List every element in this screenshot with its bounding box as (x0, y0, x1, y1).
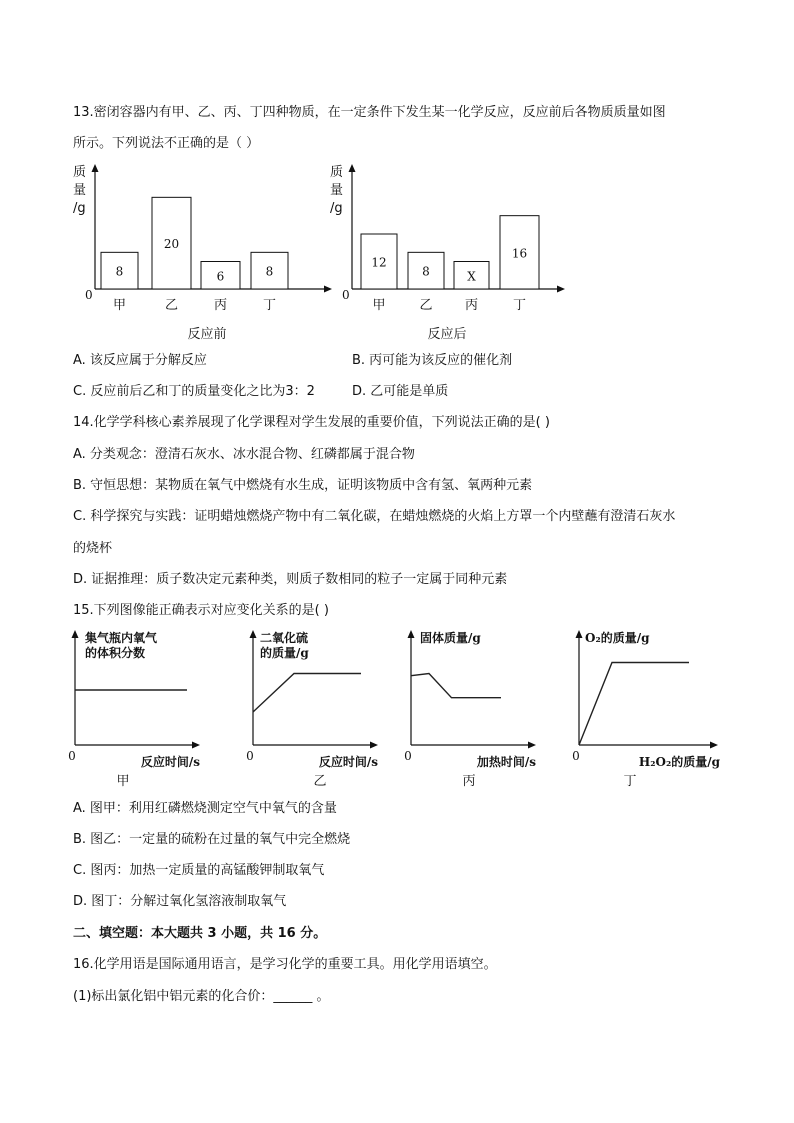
y-axis-label: /g (73, 201, 86, 216)
y-axis-label: 量 (330, 183, 344, 198)
category-tick-label: 乙 (164, 298, 179, 313)
origin-label: 0 (342, 288, 350, 302)
x-axis-label: 反应时间/s (140, 755, 200, 769)
bar-value-label: 20 (163, 237, 180, 252)
q14-stem: 14.化学学科核心素养展现了化学课程对学生发展的重要价值，下列说法正确的是( ) (73, 415, 550, 430)
q13-option-b: B. 丙可能为该反应的催化剂 (352, 353, 513, 368)
category-tick-label: 丁 (512, 298, 527, 313)
category-tick-label: 乙 (419, 298, 433, 313)
x-axis-label: 反应时间/s (318, 755, 378, 769)
chart-caption: 乙 (313, 774, 327, 789)
x-axis-arrow-icon (192, 742, 200, 749)
section-heading: 二、填空题：本大题共 3 小题，共 16 分。 (73, 926, 327, 941)
y-axis-label: 质 (73, 165, 87, 180)
series-line (579, 663, 689, 746)
bar-value-label: X (467, 269, 476, 284)
q13-option-c: C. 反应前后乙和丁的质量变化之比为3：2 (73, 384, 315, 399)
y-axis-label: O₂的质量/g (585, 631, 650, 645)
q13-option-a: A. 该反应属于分解反应 (73, 353, 207, 368)
chart-caption: 丙 (462, 774, 476, 789)
y-axis-label: 的体积分数 (85, 646, 146, 660)
q15-option-b: B. 图乙：一定量的硫粉在过量的氧气中完全燃烧 (73, 832, 351, 847)
category-tick-label: 丙 (213, 298, 228, 313)
category-tick-label: 丙 (464, 298, 479, 313)
bar-value-label: 6 (216, 269, 225, 284)
q16-stem: 16.化学用语是国际通用语言，是学习化学的重要工具。用化学用语填空。 (73, 957, 497, 972)
origin-label: 0 (572, 749, 580, 763)
q14-option-a: A. 分类观念：澄清石灰水、冰水混合物、红磷都属于混合物 (73, 447, 415, 462)
chart-caption: 反应后 (427, 327, 467, 342)
bar-value-label: 8 (115, 264, 124, 279)
category-tick-label: 甲 (112, 298, 127, 313)
origin-label: 0 (85, 288, 93, 302)
q15-option-c: C. 图丙：加热一定质量的高锰酸钾制取氧气 (73, 863, 325, 878)
bar-value-label: 12 (371, 255, 387, 270)
y-axis-arrow-icon (250, 630, 257, 638)
series-line (411, 674, 501, 698)
x-axis-label: 加热时间/s (476, 755, 536, 769)
q13-stem-line1: 13.密闭容器内有甲、乙、丙、丁四种物质，在一定条件下发生某一化学反应，反应前后各物质质量如图 (73, 105, 666, 120)
y-axis-label: 集气瓶内氧气 (85, 631, 158, 645)
q14-option-c-line1: C. 科学探究与实践：证明蜡烛燃烧产物中有二氧化碳，在蜡烛燃烧的火焰上方罩一个内壁蘸有澄清石灰水 (73, 509, 676, 524)
origin-label: 0 (246, 749, 254, 763)
series-line (253, 674, 361, 713)
category-tick-label: 甲 (372, 298, 386, 313)
chart-caption: 甲 (116, 774, 130, 789)
q15-stem: 15.下列图像能正确表示对应变化关系的是( ) (73, 603, 329, 618)
x-axis-label: H₂O₂的质量/g (638, 755, 720, 769)
q13-option-d: D. 乙可能是单质 (352, 384, 449, 399)
bar-value-label: 8 (265, 264, 274, 279)
y-axis-arrow-icon (408, 630, 415, 638)
q15-option-a: A. 图甲：利用红磷燃烧测定空气中氧气的含量 (73, 801, 337, 816)
x-axis-arrow-icon (710, 742, 718, 749)
chart-caption: 丁 (623, 774, 637, 789)
y-axis-arrow-icon (72, 630, 79, 638)
x-axis-arrow-icon (528, 742, 536, 749)
bar-value-label: 16 (511, 246, 528, 261)
y-axis-label: 的质量/g (260, 646, 309, 660)
q14-option-d: D. 证据推理：质子数决定元素种类，则质子数相同的粒子一定属于同种元素 (73, 572, 508, 587)
origin-label: 0 (68, 749, 76, 763)
q16-part1: (1)标出氯化铝中铝元素的化合价：______ 。 (73, 989, 330, 1004)
q13-stem-line2: 所示。下列说法不正确的是（ ） (73, 136, 260, 151)
y-axis-arrow-icon (576, 630, 583, 638)
y-axis-label: /g (330, 201, 343, 216)
y-axis-label: 固体质量/g (420, 631, 481, 645)
chart-caption: 反应前 (187, 327, 227, 342)
y-axis-label: 量 (73, 183, 87, 198)
x-axis-arrow-icon (370, 742, 378, 749)
q14-option-c-line2: 的烧杯 (73, 541, 113, 556)
bar-value-label: 8 (422, 264, 430, 279)
q15-option-d: D. 图丁：分解过氧化氢溶液制取氧气 (73, 894, 287, 909)
category-tick-label: 丁 (262, 298, 277, 313)
y-axis-label: 质 (330, 165, 344, 180)
origin-label: 0 (404, 749, 412, 763)
y-axis-label: 二氧化硫 (260, 631, 309, 645)
q14-option-b: B. 守恒思想：某物质在氧气中燃烧有水生成，证明该物质中含有氢、氧两种元素 (73, 478, 533, 493)
